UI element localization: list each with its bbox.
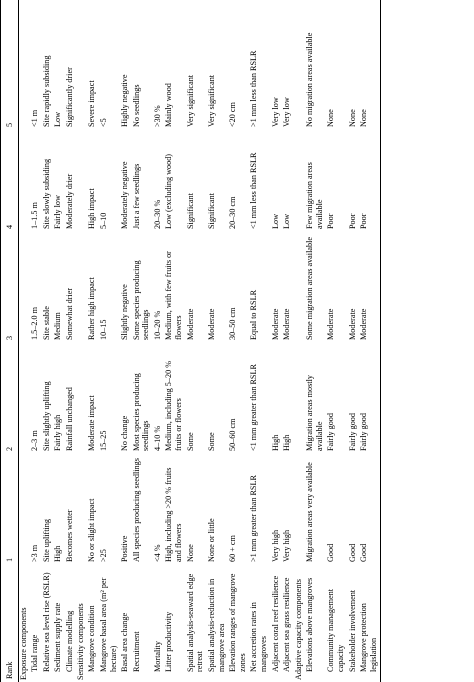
rank-5-cell: Very low: [270, 97, 280, 127]
rank-2-cell: Fairly good: [347, 413, 357, 451]
table-row: [186, 0, 207, 682]
rank-2-cell: <1 mm greater than RSLR: [249, 364, 259, 451]
rank-1-cell: Very high: [282, 529, 292, 562]
rank-5-cell: <20 cm: [228, 102, 238, 127]
table-row: [65, 0, 76, 682]
rank-1-cell: >1 mm greater than RSLR: [249, 475, 259, 562]
rank-5-cell: Mainly wood: [164, 83, 174, 127]
rank-2-cell: Fairly good: [359, 413, 369, 451]
section-row: [76, 0, 87, 682]
row-label: Community management capacity: [326, 589, 346, 672]
header-cell: Rank: [5, 661, 14, 679]
table-row: [271, 0, 282, 682]
rank-2-cell: 4–10 %: [152, 425, 162, 451]
rank-4-cell: Moderately negative: [120, 161, 130, 229]
rank-1-cell: Positive: [120, 535, 130, 562]
table-row: [228, 0, 249, 682]
table-row: [326, 0, 347, 682]
rank-2-cell: High: [282, 434, 292, 451]
row-label: Spatial analysis-reduction in mangrove area: [206, 578, 226, 672]
section-label: Sensitivity components: [76, 603, 86, 680]
rank-2-cell: Fairly high: [53, 414, 63, 451]
rank-3-cell: Rather high impact: [87, 277, 97, 340]
rank-3-cell: Moderate: [282, 308, 292, 340]
rank-4-cell: Significant: [206, 193, 216, 229]
rank-3-cell: Moderate: [359, 308, 369, 340]
row-label: Relative sea level rise (RSLR): [41, 572, 51, 672]
rank-1-cell: All species producing seedlings: [131, 458, 141, 562]
table-row: [249, 0, 270, 682]
header-cell: 3: [5, 335, 14, 340]
row-label: Mangrove condition: [87, 605, 97, 672]
section-label: Adaptive capacity components: [293, 579, 303, 680]
row-label: Adjacent sea grass resilience: [282, 577, 292, 672]
rank-4-cell: 5–10: [98, 212, 108, 229]
row-label: Mangrove basal area (m² per hectare): [98, 577, 118, 672]
rank-1-cell: Good: [359, 543, 369, 562]
rank-2-cell: 2–3 m: [30, 430, 40, 451]
rank-3-cell: Moderate: [326, 308, 336, 340]
table-row: [207, 0, 228, 682]
rank-5-cell: Site rapidly subsiding: [41, 55, 51, 127]
rank-3-cell: Moderate: [347, 308, 357, 340]
rank-5-cell: No seedlings: [131, 84, 141, 127]
rank-3-cell: Site stable: [41, 306, 51, 340]
rank-5-cell: None: [326, 109, 336, 127]
row-label: Sediment supply rate: [53, 602, 63, 672]
rank-3-cell: Medium: [53, 312, 63, 340]
rank-2-cell: Site slightly uplifting: [41, 381, 51, 451]
rank-5-cell: No migration areas available: [305, 32, 315, 127]
rank-3-cell: Somewhat drier: [64, 287, 74, 340]
table-row: [164, 0, 185, 682]
rank-1-cell: >25: [98, 549, 108, 562]
rank-3-cell: Some species producing seedlings: [131, 260, 151, 340]
rank-5-cell: Highly negative: [120, 74, 130, 127]
rank-3-cell: Moderate: [270, 308, 280, 340]
rank-4-cell: 20–30 cm: [228, 196, 238, 229]
rank-4-cell: Low: [270, 213, 280, 229]
rank-2-cell: Some: [185, 432, 195, 451]
rank-3-cell: 30–50 cm: [228, 307, 238, 340]
rank-4-cell: <1 mm less than RSLR: [249, 152, 259, 229]
rank-5-cell: Very significant: [206, 74, 216, 127]
rank-1-cell: High: [53, 545, 63, 562]
rank-4-cell: Low (excluding wood): [164, 153, 174, 229]
row-label: Climate modelling: [64, 610, 74, 672]
rank-4-cell: 20–30 %: [152, 199, 162, 229]
section-label: Exposure components: [18, 607, 28, 680]
rank-5-cell: <1 m: [30, 109, 40, 127]
rank-1-cell: Site uplifting: [41, 519, 51, 562]
rank-4-cell: Poor: [326, 213, 336, 229]
rank-4-cell: Just a few seedlings: [131, 163, 141, 229]
row-label: Mangrove protection legislation: [359, 603, 378, 672]
rank-1-cell: 60 + cm: [228, 535, 238, 562]
rank-4-cell: Low: [282, 213, 292, 229]
rank-4-cell: Significant: [185, 193, 195, 229]
header-cell: 2: [5, 446, 14, 451]
rank-5-cell: >30 %: [152, 105, 162, 127]
header-cell: 1: [5, 557, 14, 562]
rank-2-cell: 15–25: [98, 430, 108, 451]
rank-1-cell: Good: [326, 543, 336, 562]
rank-4-cell: Site slowly subsiding: [41, 158, 51, 229]
table-header-row: [1, 0, 19, 682]
table-row: [348, 0, 359, 682]
rank-5-cell: Low: [53, 111, 63, 127]
row-label: Stakeholder involvement: [347, 589, 357, 672]
section-row: [294, 0, 305, 682]
rank-3-cell: Slightly negative: [120, 284, 130, 340]
row-label: Recruitment: [131, 631, 141, 672]
table-row: [30, 0, 41, 682]
header-cell: 5: [5, 122, 14, 127]
table-row: [99, 0, 120, 682]
rank-1-cell: Migration areas very available: [305, 462, 315, 562]
row-label: Tidal range: [30, 634, 40, 672]
header-cell: 4: [5, 224, 14, 229]
rank-2-cell: Medium, including 5–20 % fruits or flowers: [164, 360, 184, 451]
rank-4-cell: Moderately drier: [64, 173, 74, 229]
rank-1-cell: None or little: [206, 518, 216, 562]
rank-3-cell: Moderate: [206, 308, 216, 340]
row-label: Elevation ranges of mangrove zones: [228, 573, 248, 672]
table-body: [18, 0, 381, 682]
rank-3-cell: 10–15: [98, 319, 108, 340]
rank-1-cell: <4 %: [152, 544, 162, 562]
table-row: [120, 0, 131, 682]
section-row: [18, 0, 30, 682]
rank-1-cell: No or slight impact: [87, 498, 97, 562]
rank-1-cell: Good: [347, 543, 357, 562]
rank-3-cell: Equal to RSLR: [249, 289, 259, 340]
table-row: [42, 0, 53, 682]
table-row: [87, 0, 98, 682]
rank-2-cell: Most species producing seedlings: [131, 373, 151, 451]
rank-3-cell: 1.5–2.0 m: [30, 307, 40, 340]
rank-5-cell: Severe impact: [87, 80, 97, 127]
rank-3-cell: 10–20 %: [152, 310, 162, 340]
rank-5-cell: None: [359, 109, 369, 127]
rank-5-cell: <5: [98, 118, 108, 127]
rank-5-cell: Very low: [282, 97, 292, 127]
rank-4-cell: Fairly low: [53, 195, 63, 229]
rank-5-cell: Significantly drier: [64, 67, 74, 127]
rank-1-cell: >3 m: [30, 544, 40, 562]
table-row: [153, 0, 164, 682]
rank-3-cell: Some migration areas available: [305, 237, 315, 340]
rank-4-cell: Poor: [347, 213, 357, 229]
rank-2-cell: Migration areas mostly available: [305, 375, 324, 451]
row-label: Adjacent coral reef resilience: [270, 575, 280, 672]
rank-1-cell: Very high: [270, 529, 280, 562]
row-label: Mortality: [152, 641, 162, 672]
rank-1-cell: High, including >20 % fruits and flowers: [164, 467, 184, 562]
rank-2-cell: No change: [120, 415, 130, 451]
table-row: [282, 0, 293, 682]
rank-1-cell: None: [185, 544, 195, 562]
row-label: Spatial analysis-seaward edge retreat: [185, 573, 205, 672]
table-row: [359, 0, 381, 682]
rank-2-cell: 50–60 cm: [228, 418, 238, 451]
rank-4-cell: High impact: [87, 188, 97, 229]
row-label: Basal area change: [120, 612, 130, 672]
table-row: [53, 0, 64, 682]
row-label: Elevations above mangroves: [305, 577, 315, 672]
rank-3-cell: Medium, with few fruits or flowers: [164, 251, 184, 340]
row-label: Net accretion rates in mangroves: [249, 602, 269, 672]
rank-2-cell: High: [270, 434, 280, 451]
rank-4-cell: Poor: [359, 213, 369, 229]
rank-1-cell: Becomes wetter: [64, 509, 74, 562]
row-label: Litter productivity: [164, 611, 174, 672]
rank-2-cell: Rainfall unchanged: [64, 387, 74, 451]
rank-3-cell: Moderate: [185, 308, 195, 340]
table-row: [132, 0, 153, 682]
rank-2-cell: Moderate impact: [87, 395, 97, 451]
rank-2-cell: Some: [206, 432, 216, 451]
rank-2-cell: Fairly good: [326, 413, 336, 451]
rank-5-cell: None: [347, 109, 357, 127]
rank-4-cell: Few migration areas available: [305, 162, 324, 229]
rank-5-cell: >1 mm less than RSLR: [249, 50, 259, 127]
rank-5-cell: Very significant: [185, 74, 195, 127]
table-row: [305, 0, 326, 682]
rank-4-cell: 1–1.5 m: [30, 202, 40, 229]
